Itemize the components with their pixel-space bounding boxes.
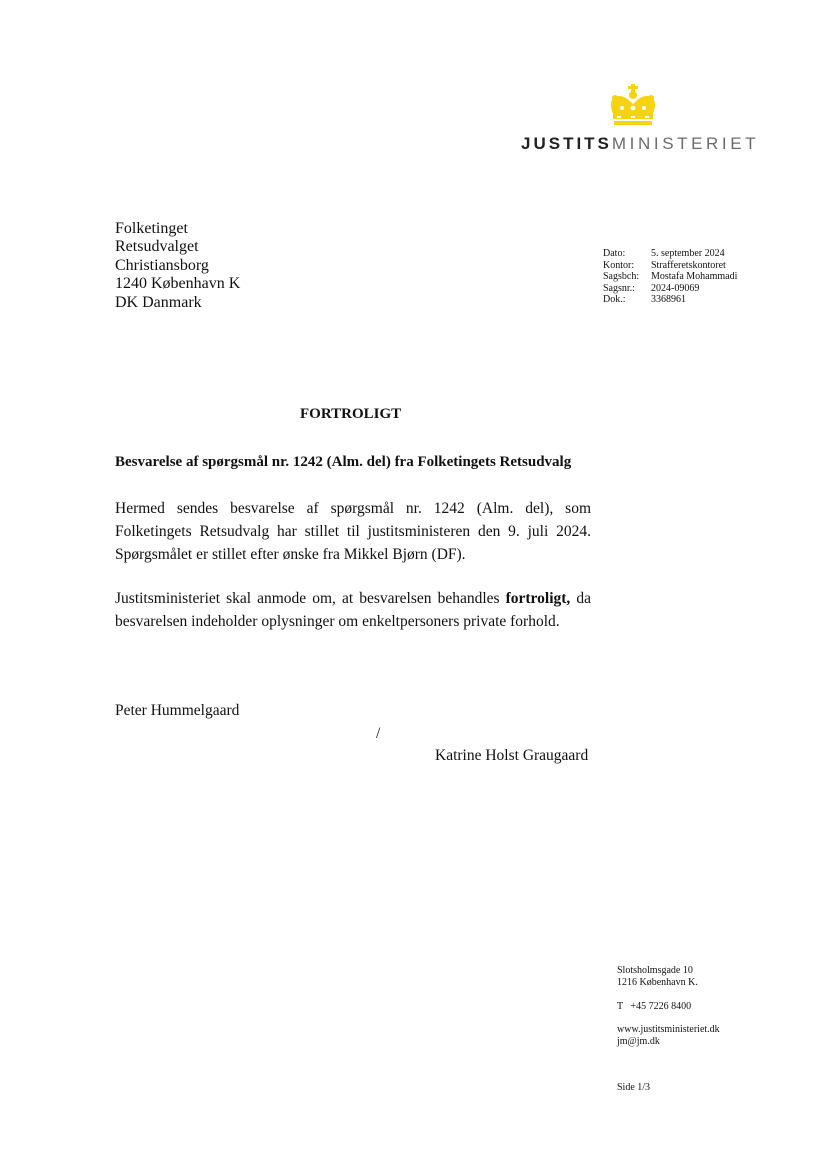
meta-row (603, 260, 737, 272)
meta-label: Kontor: (603, 259, 635, 271)
footer-phone: T +45 7226 8400 (617, 1000, 692, 1012)
paragraph-text: Justitsministeriet skal anmode om, at besvarelsen behandles (115, 590, 500, 607)
paragraph-text: da (576, 590, 592, 607)
signature-official: Katrine Holst Graugaard (435, 747, 589, 764)
recipient-line: Retsudvalget (115, 238, 199, 256)
meta-value: Mostafa Mohammadi (651, 271, 738, 283)
paragraph-line: Folketingets Retsudvalg har stillet til justitsministeren den 9. juli 2024. (115, 523, 591, 540)
footer-website: www.justitsministeriet.dk (617, 1024, 720, 1036)
meta-value: Strafferetskontoret (651, 259, 726, 271)
recipient-address (115, 220, 240, 312)
meta-label: Dato: (603, 248, 626, 259)
subject-heading: Besvarelse af spørgsmål nr. 1242 (Alm. del) fra Folketingets Retsudvalg (115, 454, 572, 470)
crown-icon (607, 84, 659, 126)
meta-value: 2024-09069 (651, 282, 700, 294)
meta-value: 3368961 (651, 294, 686, 306)
recipient-line: Folketinget (115, 220, 188, 237)
ministry-wordmark (521, 134, 759, 154)
meta-row (603, 248, 737, 260)
paragraph-line: Hermed sendes besvarelse af spørgsmål nr. 1242 (Alm. del), som (115, 500, 591, 517)
wordmark-light: MINISTERIET (611, 134, 760, 153)
meta-row (603, 283, 737, 295)
footer-contact (617, 965, 720, 1048)
body-paragraph-1 (115, 497, 591, 566)
meta-value: 5. september 2024 (651, 248, 725, 259)
confidential-heading: FORTROLIGT (300, 406, 402, 422)
footer-address-line: 1216 København K. (617, 976, 698, 988)
recipient-line: Christiansborg (115, 256, 209, 274)
footer-address-line: Slotsholmsgade 10 (617, 965, 693, 976)
meta-row (603, 294, 737, 306)
body-paragraph-2 (115, 587, 591, 633)
meta-label: Dok.: (603, 294, 626, 306)
page-number: Side 1/3 (617, 1082, 651, 1093)
meta-label: Sagsbch: (603, 271, 640, 283)
signature-separator: / (376, 725, 381, 742)
wordmark-bold: JUSTITS (521, 134, 612, 153)
case-metadata (603, 248, 737, 306)
footer-email: jm@jm.dk (617, 1036, 660, 1048)
paragraph-line (115, 587, 591, 610)
recipient-line: DK Danmark (115, 293, 202, 311)
meta-row (603, 271, 737, 283)
meta-label: Sagsnr.: (603, 282, 635, 294)
bold-word: fortroligt, (505, 590, 571, 607)
paragraph-line: besvarelsen indeholder oplysninger om enkeltpersoners private forhold. (115, 613, 560, 630)
recipient-line: 1240 København K (115, 275, 241, 293)
signature-minister: Peter Hummelgaard (115, 702, 240, 719)
paragraph-line: Spørgsmålet er stillet efter ønske fra Mikkel Bjørn (DF). (115, 546, 466, 563)
